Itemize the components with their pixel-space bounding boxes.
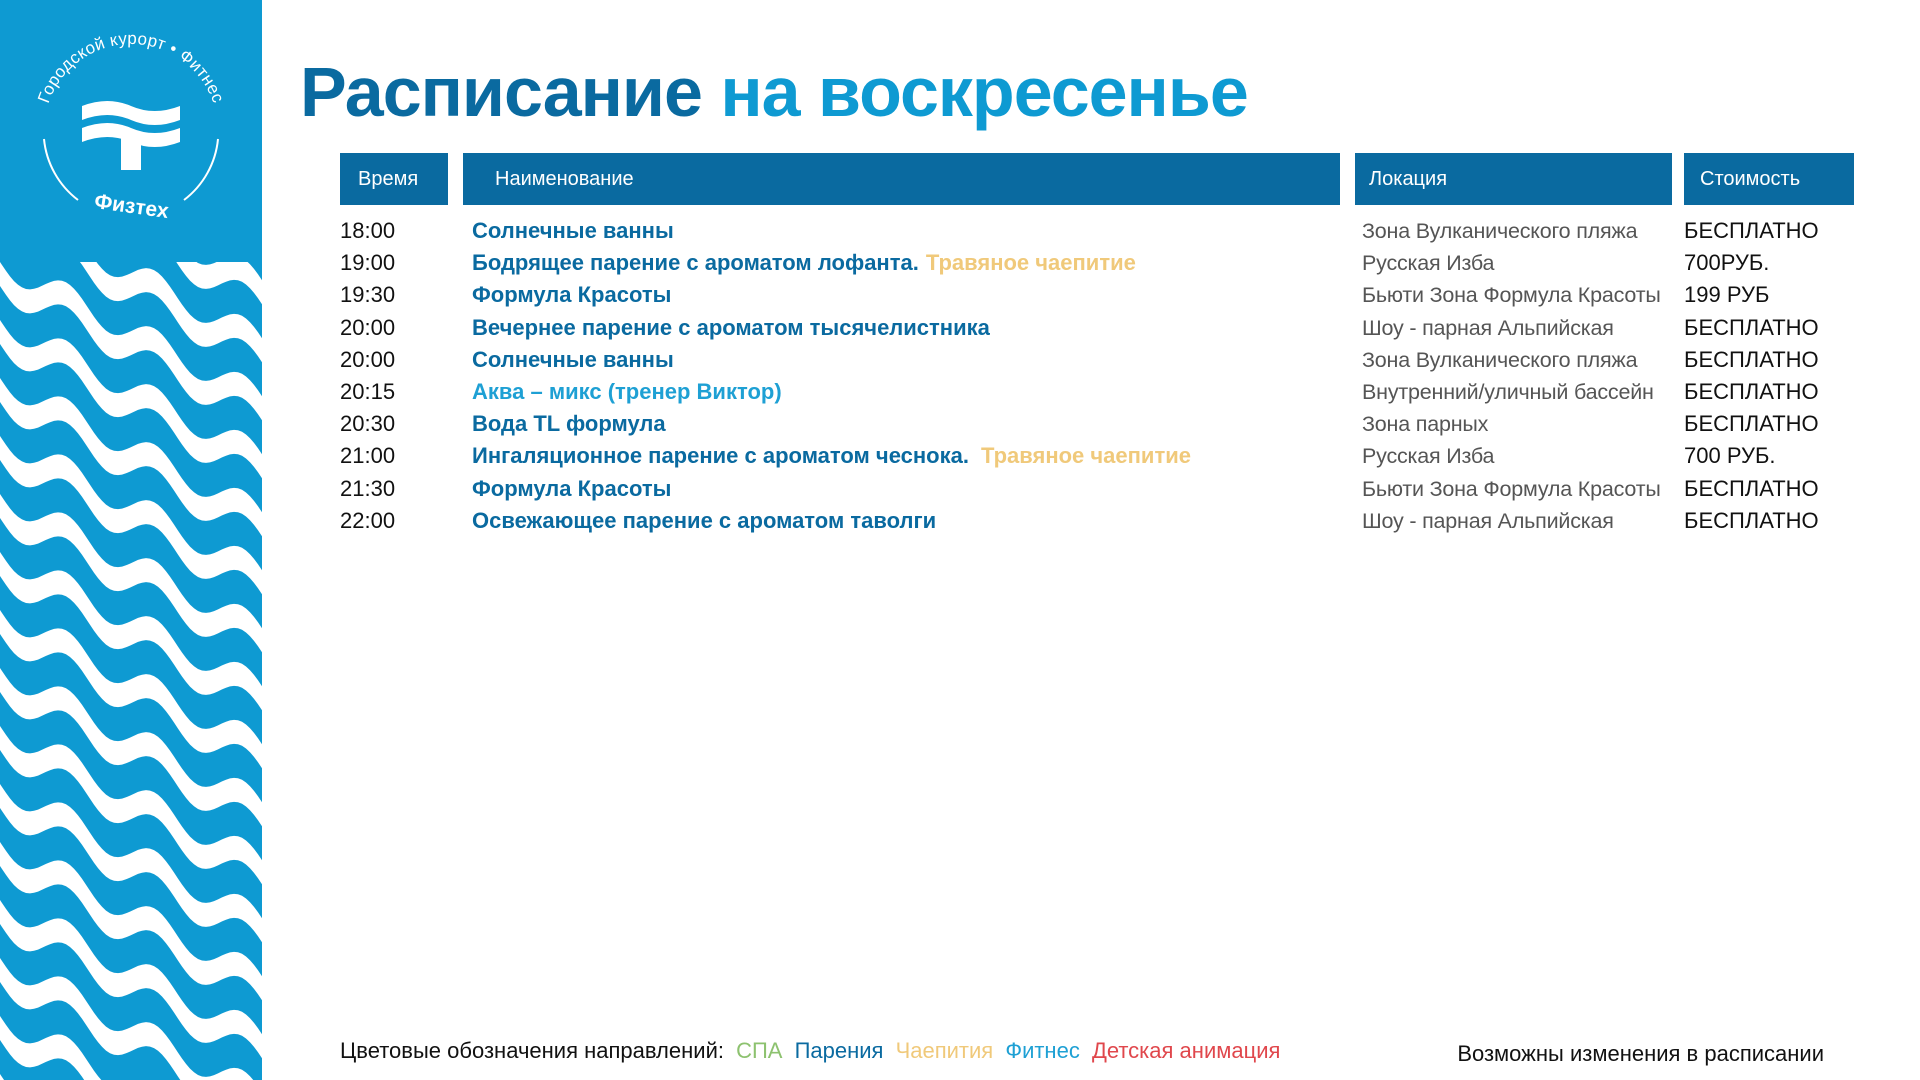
row-name-text: Аква – микс (тренер Виктор) [472,378,782,404]
page-title-main: Расписание [300,53,702,131]
page-title [300,50,1248,134]
brand-sidebar [0,0,262,1080]
row-location: Бьюти Зона Формула Красоты [1362,476,1661,501]
row-location: Шоу - парная Альпийская [1362,315,1614,340]
row-name [472,376,782,408]
row-price: БЕСПЛАТНО [1684,507,1819,533]
row-name [472,279,671,311]
table-row [0,408,1920,440]
row-name-text: Ингаляционное парение с ароматом чеснока. [472,443,969,469]
row-name [472,344,674,376]
row-price: БЕСПЛАТНО [1684,314,1819,340]
header-name: Наименование [463,153,1340,205]
row-time: 20:00 [340,346,396,372]
row-name [472,473,671,505]
table-row [0,279,1920,311]
table-row [0,215,1920,247]
row-name-text: Вечернее парение с ароматом тысячелистника [472,314,990,340]
table-row [0,376,1920,408]
schedule-change-notice: Возможны изменения в расписании [1457,1041,1824,1066]
row-location: Зона Вулканического пляжа [1362,219,1638,243]
logo-ring-text: Городской курорт • Фитнес [34,28,228,106]
legend-item-fitness: Фитнес [1005,1038,1080,1063]
header-price: Стоимость [1684,153,1854,205]
row-location: Шоу - парная Альпийская [1362,508,1614,533]
header-time: Время [340,153,448,205]
row-time: 20:00 [340,314,396,340]
row-name-text: Солнечные ванны [472,346,674,372]
row-time: 22:00 [340,507,396,533]
row-name-text: Солнечные ванны [472,218,674,243]
row-name-text: Бодрящее парение с ароматом лофанта. [472,250,919,276]
row-location: Русская Изба [1362,444,1495,469]
row-time: 20:30 [340,411,396,437]
row-price: БЕСПЛАТНО [1684,475,1819,501]
row-price: 700РУБ. [1684,250,1770,276]
row-time: 21:00 [340,443,396,469]
row-name-extra: Травяное чаепитие [925,250,1136,276]
row-time: 21:30 [340,475,396,501]
row-name [472,440,1191,472]
row-location: Бьюти Зона Формула Красоты [1362,283,1661,308]
row-name-text: Вода TL формула [472,411,666,437]
row-location: Внутренний/уличный бассейн [1362,379,1654,404]
color-legend [340,1038,1286,1064]
legend-item-kids: Детская анимация [1091,1038,1281,1063]
legend-label: Цветовые обозначения направлений: [340,1038,724,1063]
row-name [472,408,666,440]
schedule-table [0,215,1920,537]
row-location: Зона парных [1362,412,1489,437]
table-row [0,247,1920,279]
row-price: БЕСПЛАТНО [1684,378,1819,404]
table-row [0,505,1920,537]
row-name-text: Формула Красоты [472,475,672,501]
row-time: 20:15 [340,378,396,404]
table-row [0,312,1920,344]
row-time: 19:00 [340,250,396,276]
row-name [472,247,1136,279]
row-name [472,215,674,247]
legend-item-steaming: Парения [794,1038,884,1063]
row-price: БЕСПЛАТНО [1684,346,1819,372]
row-location: Русская Изба [1362,251,1495,276]
row-location: Зона Вулканического пляжа [1362,347,1638,372]
row-price: БЕСПЛАТНО [1684,218,1819,243]
row-name-text: Формула Красоты [472,282,672,308]
row-time: 18:00 [340,218,396,243]
row-price: БЕСПЛАТНО [1684,411,1819,437]
legend-item-tea: Чаепития [895,1038,994,1063]
svg-text:Городской курорт • Фитнес [34,29,228,106]
table-row [0,344,1920,376]
legend-item-spa: СПА [736,1038,783,1063]
row-name-text: Освежающее парение с ароматом таволги [472,507,937,533]
row-price: 199 РУБ [1684,282,1770,308]
page-title-day: на воскресенье [720,53,1248,131]
row-name [472,312,990,344]
table-row [0,440,1920,472]
table-row [0,473,1920,505]
header-location: Локация [1355,153,1672,205]
row-name [472,505,936,537]
row-time: 19:30 [340,282,396,308]
row-price: 700 РУБ. [1684,443,1776,469]
row-name-extra: Травяное чаепитие [980,443,1191,469]
logo-brand-name: Физтех [92,189,171,224]
